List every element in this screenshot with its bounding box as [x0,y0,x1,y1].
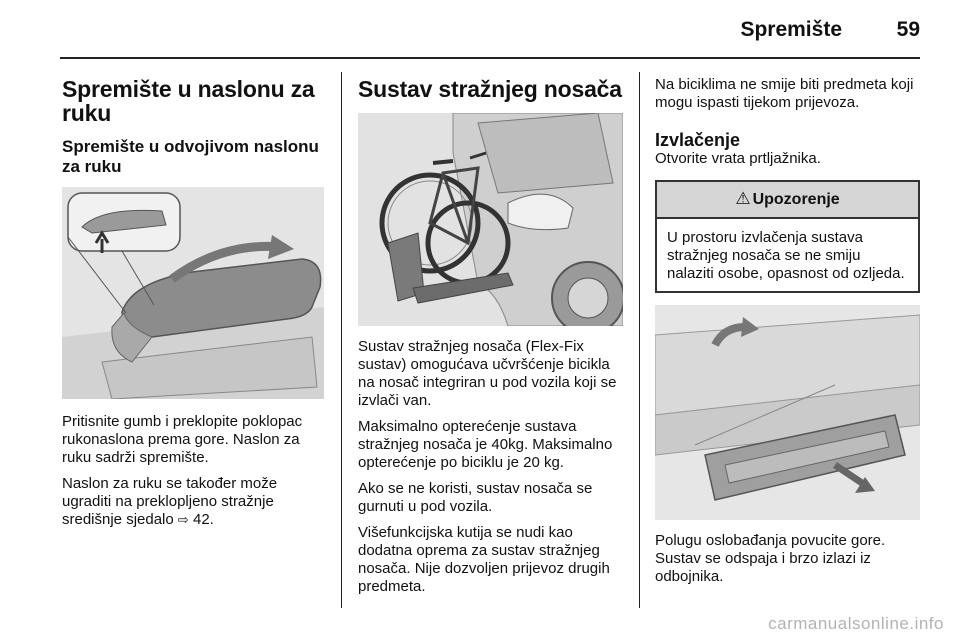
reference-arrow-icon: ⇨ [177,512,189,527]
paragraph [62,475,324,529]
armrest-illustration [62,187,324,399]
warning-triangle-icon: ⚠ [735,189,751,208]
warning-title: Upozorenje [752,191,840,208]
release-lever-illustration [655,305,920,520]
paragraph: Polugu oslobađanja povucite gore. Sustav se odspaja i brzo izlazi iz odbojnika. [655,532,886,585]
section-title: Spremište [740,18,842,41]
column-divider [341,72,342,608]
paragraph: Otvorite vrata prtljažnika. [655,150,821,167]
column-middle [358,72,624,604]
paragraph: Na biciklima ne smije biti predmeta koji mogu ispasti tijekom prijevoza. [655,76,914,111]
header-divider [60,57,920,59]
paragraph: Višefunkcijska kutija se nudi kao dodatna oprema za sustav stražnjeg nosača. Nije dozvoljen prijevoz drugih predmeta. [358,524,610,595]
column-divider [639,72,640,608]
paragraph: Sustav stražnjeg nosača (Flex-Fix sustav) omogućava učvršćenje bicikla na nosač integriran u pod vozila koji se izvlači van. [358,338,617,409]
section-heading: Sustav stražnjeg nosača [358,76,622,102]
page-number: 59 [896,18,920,41]
paragraph: Maksimalno opterećenje sustava stražnjeg nosača je 40kg. Maksimalno opterećenje po biciklu je 20 kg. [358,418,613,471]
section-heading: Spremište u naslonu za ruku [62,76,315,126]
watermark: carmanualsonline.info [768,614,944,633]
warning-box [655,180,920,293]
column-right [655,72,920,594]
warning-text: U prostoru izvlačenja sustava stražnjeg nosača se ne smiju nalaziti osobe, opasnost od ozljeda. [667,229,905,282]
warning-header [657,182,918,219]
column-left [62,72,324,537]
paragraph-text: Naslon za ruku se također može ugraditi na preklopljeno stražnje središnje sjedalo [62,475,278,528]
subsection-heading: Izvlačenje [655,130,741,150]
bike-carrier-illustration [358,113,623,326]
paragraph: Ako se ne koristi, sustav nosača se gurnuti u pod vozila. [358,480,593,515]
page-reference[interactable]: 42. [192,511,214,528]
subsection-heading: Spremište u odvojivom naslonu za ruku [62,137,319,176]
paragraph: Pritisnite gumb i preklopite poklopac rukonaslona prema gore. Naslon za ruku sadrži spremište. [62,413,303,466]
